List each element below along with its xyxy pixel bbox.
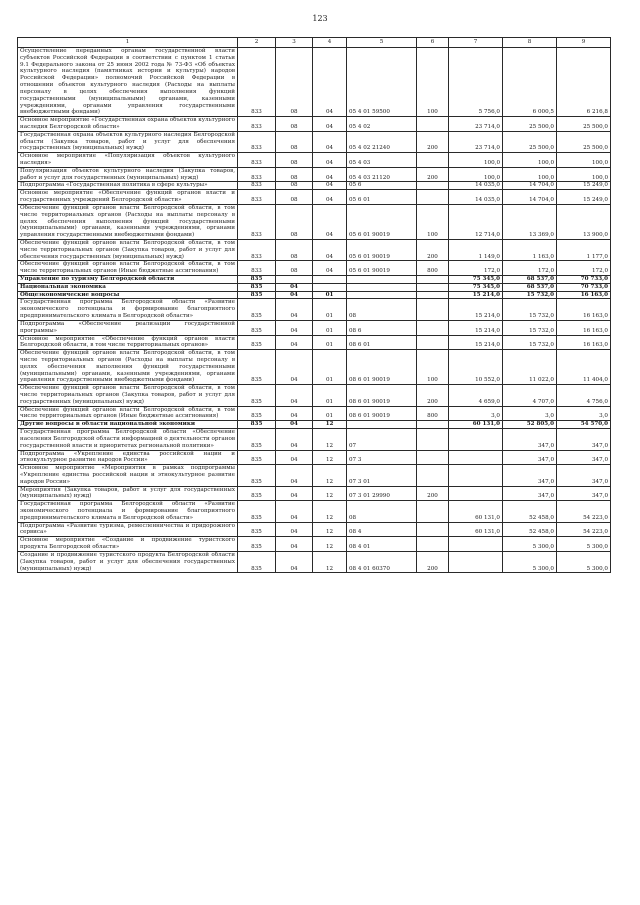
ministry-code-cell: 835 (238, 501, 276, 522)
table-row (18, 283, 611, 291)
amount-year-2-cell: 15 732,0 (503, 291, 557, 299)
table-row (18, 385, 611, 406)
amount-year-1-cell: 75 345,0 (449, 283, 503, 291)
ministry-code-cell: 833 (238, 239, 276, 260)
section-code-cell: 08 (276, 48, 313, 117)
amount-year-2-cell: 15 732,0 (503, 299, 557, 320)
column-number: 6 (417, 38, 449, 48)
subsection-code-cell: 01 (313, 385, 347, 406)
row-name-cell: Обеспечение функций органов власти Белгородской области, в том числе территориальных органов (Иные бюджетные ассигнования) (18, 406, 238, 421)
table-row (18, 537, 611, 552)
ministry-code-cell: 833 (238, 153, 276, 168)
amount-year-3-cell: 347,0 (557, 429, 611, 450)
row-name-cell: Популяризация объектов культурного наследия (Закупка товаров, работ и услуг для государственных (муниципальных) нужд) (18, 167, 238, 182)
row-name-cell: Основное мероприятие «Популяризация объектов культурного наследия» (18, 153, 238, 168)
amount-year-2-cell: 15 732,0 (503, 335, 557, 350)
amount-year-3-cell: 1 177,0 (557, 239, 611, 260)
budget-table-body (18, 48, 611, 573)
section-code-cell: 04 (276, 522, 313, 537)
ministry-code-cell: 835 (238, 385, 276, 406)
section-code-cell: 04 (276, 320, 313, 335)
ministry-code-cell: 833 (238, 131, 276, 152)
ministry-code-cell: 833 (238, 182, 276, 190)
column-number: 4 (313, 38, 347, 48)
expense-type-cell: 200 (417, 385, 449, 406)
amount-year-1-cell (449, 486, 503, 501)
target-article-cell: 08 (347, 299, 417, 320)
amount-year-2-cell: 25 500,0 (503, 117, 557, 132)
section-code-cell: 08 (276, 182, 313, 190)
amount-year-2-cell: 68 537,0 (503, 276, 557, 284)
target-article-cell: 05 4 02 21240 (347, 131, 417, 152)
subsection-code-cell: 12 (313, 551, 347, 572)
table-row (18, 153, 611, 168)
subsection-code-cell: 01 (313, 320, 347, 335)
amount-year-1-cell: 12 714,0 (449, 204, 503, 239)
expense-type-cell: 200 (417, 486, 449, 501)
table-row (18, 421, 611, 429)
amount-year-3-cell: 54 223,0 (557, 501, 611, 522)
table-row (18, 167, 611, 182)
subsection-code-cell: 12 (313, 465, 347, 486)
amount-year-3-cell: 16 163,0 (557, 299, 611, 320)
amount-year-1-cell: 14 035,0 (449, 182, 503, 190)
row-name-cell: Государственная программа Белгородской области «Обеспечение населения Белгородской области информацией о деятельности органов государственной власти и приоритетах региональной политики» (18, 429, 238, 450)
ministry-code-cell: 835 (238, 291, 276, 299)
amount-year-2-cell: 25 500,0 (503, 131, 557, 152)
amount-year-2-cell: 347,0 (503, 486, 557, 501)
expense-type-cell: 200 (417, 239, 449, 260)
amount-year-3-cell: 3,0 (557, 406, 611, 421)
ministry-code-cell: 835 (238, 450, 276, 465)
target-article-cell: 08 6 (347, 320, 417, 335)
section-code-cell: 04 (276, 486, 313, 501)
amount-year-2-cell: 347,0 (503, 429, 557, 450)
expense-type-cell (417, 291, 449, 299)
expense-type-cell (417, 283, 449, 291)
ministry-code-cell: 835 (238, 421, 276, 429)
section-code-cell (276, 276, 313, 284)
section-code-cell: 08 (276, 153, 313, 168)
table-row (18, 429, 611, 450)
section-code-cell: 04 (276, 551, 313, 572)
amount-year-2-cell: 14 704,0 (503, 190, 557, 205)
section-code-cell: 08 (276, 131, 313, 152)
amount-year-1-cell (449, 429, 503, 450)
subsection-code-cell: 04 (313, 131, 347, 152)
subsection-code-cell: 01 (313, 299, 347, 320)
table-row (18, 320, 611, 335)
subsection-code-cell: 12 (313, 522, 347, 537)
amount-year-3-cell: 347,0 (557, 486, 611, 501)
row-name-cell: Обеспечение функций органов власти Белгородской области, в том числе территориальных органов (Иные бюджетные ассигнования) (18, 261, 238, 276)
ministry-code-cell: 835 (238, 276, 276, 284)
amount-year-3-cell: 54 223,0 (557, 522, 611, 537)
ministry-code-cell: 833 (238, 204, 276, 239)
amount-year-3-cell: 16 163,0 (557, 291, 611, 299)
target-article-cell: 08 6 01 (347, 335, 417, 350)
row-name-cell: Создание и продвижение туристского продукта Белгородской области (Закупка товаров, работ и услуг для обеспечения государственных (муниципальных) нужд) (18, 551, 238, 572)
table-row (18, 117, 611, 132)
amount-year-2-cell: 15 732,0 (503, 320, 557, 335)
ministry-code-cell: 835 (238, 551, 276, 572)
expense-type-cell (417, 421, 449, 429)
table-row (18, 131, 611, 152)
ministry-code-cell: 835 (238, 406, 276, 421)
row-name-cell: Подпрограмма «Развитие туризма, ремесленничества и придорожного сервиса» (18, 522, 238, 537)
expense-type-cell (417, 182, 449, 190)
section-code-cell: 04 (276, 429, 313, 450)
target-article-cell: 08 4 01 60370 (347, 551, 417, 572)
amount-year-2-cell: 5 300,0 (503, 537, 557, 552)
amount-year-2-cell: 52 458,0 (503, 501, 557, 522)
row-name-cell: Основное мероприятие «Государственная охрана объектов культурного наследия Белгородской области» (18, 117, 238, 132)
amount-year-1-cell: 75 345,0 (449, 276, 503, 284)
subsection-code-cell: 04 (313, 204, 347, 239)
subsection-code-cell: 12 (313, 450, 347, 465)
amount-year-3-cell: 16 163,0 (557, 335, 611, 350)
subsection-code-cell: 12 (313, 421, 347, 429)
ministry-code-cell: 833 (238, 117, 276, 132)
subsection-code-cell: 12 (313, 429, 347, 450)
expense-type-cell (417, 276, 449, 284)
ministry-code-cell: 833 (238, 261, 276, 276)
table-row (18, 239, 611, 260)
amount-year-1-cell: 60 131,0 (449, 522, 503, 537)
ministry-code-cell: 835 (238, 465, 276, 486)
row-name-cell: Подпрограмма «Государственная политика в сфере культуры» (18, 182, 238, 190)
table-row (18, 276, 611, 284)
section-code-cell: 08 (276, 190, 313, 205)
amount-year-2-cell: 6 000,5 (503, 48, 557, 117)
target-article-cell: 08 4 01 (347, 537, 417, 552)
ministry-code-cell: 833 (238, 48, 276, 117)
amount-year-1-cell: 60 131,0 (449, 501, 503, 522)
column-number: 5 (347, 38, 417, 48)
column-number-header-row (18, 38, 611, 48)
row-name-cell: Обеспечение функций органов власти Белгородской области, в том числе территориальных органов (Закупка товаров, работ и услуг для обеспечения государственных (муниципальных) нужд) (18, 239, 238, 260)
target-article-cell (347, 283, 417, 291)
subsection-code-cell: 12 (313, 486, 347, 501)
section-code-cell: 04 (276, 537, 313, 552)
row-name-cell: Национальная экономика (18, 283, 238, 291)
section-code-cell: 04 (276, 501, 313, 522)
amount-year-1-cell: 23 714,0 (449, 117, 503, 132)
row-name-cell: Государственная программа Белгородской области «Развитие экономического потенциала и формирование благоприятного предпринимательского климата в Белгородской области» (18, 299, 238, 320)
amount-year-1-cell (449, 537, 503, 552)
section-code-cell: 04 (276, 335, 313, 350)
section-code-cell: 04 (276, 421, 313, 429)
column-number: 7 (449, 38, 503, 48)
row-name-cell: Управление по туризму Белгородской области (18, 276, 238, 284)
amount-year-3-cell: 25 500,0 (557, 117, 611, 132)
expense-type-cell (417, 522, 449, 537)
target-article-cell: 05 6 (347, 182, 417, 190)
amount-year-2-cell: 14 704,0 (503, 182, 557, 190)
subsection-code-cell: 12 (313, 537, 347, 552)
table-row (18, 551, 611, 572)
expense-type-cell: 100 (417, 48, 449, 117)
section-code-cell: 04 (276, 465, 313, 486)
ministry-code-cell: 835 (238, 350, 276, 385)
amount-year-1-cell: 15 214,0 (449, 335, 503, 350)
table-row (18, 350, 611, 385)
expense-type-cell (417, 153, 449, 168)
amount-year-1-cell: 100,0 (449, 167, 503, 182)
row-name-cell: Обеспечение функций органов власти Белгородской области, в том числе территориальных органов (Расходы на выплаты персоналу в целях обеспечения выполнения функций государственными (муниципальными) органами, казенными учреждениями, органами управления государственными внебюджетными фондами) (18, 204, 238, 239)
target-article-cell: 05 4 03 21120 (347, 167, 417, 182)
subsection-code-cell (313, 276, 347, 284)
table-row (18, 406, 611, 421)
ministry-code-cell: 833 (238, 167, 276, 182)
amount-year-3-cell: 347,0 (557, 465, 611, 486)
subsection-code-cell: 01 (313, 350, 347, 385)
target-article-cell: 07 3 01 (347, 465, 417, 486)
amount-year-3-cell: 5 300,0 (557, 551, 611, 572)
table-row (18, 501, 611, 522)
section-code-cell: 04 (276, 291, 313, 299)
amount-year-1-cell: 4 659,0 (449, 385, 503, 406)
target-article-cell (347, 291, 417, 299)
amount-year-2-cell: 347,0 (503, 465, 557, 486)
section-code-cell: 04 (276, 350, 313, 385)
column-number: 9 (557, 38, 611, 48)
amount-year-1-cell: 15 214,0 (449, 291, 503, 299)
subsection-code-cell: 12 (313, 501, 347, 522)
amount-year-1-cell: 14 035,0 (449, 190, 503, 205)
amount-year-2-cell: 3,0 (503, 406, 557, 421)
subsection-code-cell: 04 (313, 182, 347, 190)
table-row (18, 204, 611, 239)
expense-type-cell: 100 (417, 350, 449, 385)
amount-year-1-cell: 172,0 (449, 261, 503, 276)
row-name-cell: Обеспечение функций органов власти Белгородской области, в том числе территориальных органов (Расходы на выплаты персоналу в целях обеспечения выполнения функций государственными (муниципальными) органами, казенными учреждениями, органами управления государственными внебюджетными фондами) (18, 350, 238, 385)
table-row (18, 465, 611, 486)
amount-year-3-cell: 25 500,0 (557, 131, 611, 152)
section-code-cell: 04 (276, 283, 313, 291)
target-article-cell: 08 4 (347, 522, 417, 537)
table-row (18, 291, 611, 299)
target-article-cell: 07 (347, 429, 417, 450)
amount-year-3-cell: 70 733,0 (557, 283, 611, 291)
amount-year-1-cell: 100,0 (449, 153, 503, 168)
target-article-cell: 08 (347, 501, 417, 522)
table-row (18, 450, 611, 465)
table-row (18, 182, 611, 190)
table-row (18, 335, 611, 350)
row-name-cell: Мероприятия (Закупка товаров, работ и услуг для государственных (муниципальных) нужд) (18, 486, 238, 501)
expense-type-cell (417, 465, 449, 486)
column-number: 2 (238, 38, 276, 48)
section-code-cell: 04 (276, 406, 313, 421)
amount-year-2-cell: 5 300,0 (503, 551, 557, 572)
target-article-cell: 05 6 01 (347, 190, 417, 205)
ministry-code-cell: 835 (238, 522, 276, 537)
expense-type-cell (417, 450, 449, 465)
subsection-code-cell: 01 (313, 335, 347, 350)
target-article-cell: 05 4 02 (347, 117, 417, 132)
expense-type-cell (417, 190, 449, 205)
expense-type-cell (417, 299, 449, 320)
ministry-code-cell: 835 (238, 283, 276, 291)
amount-year-1-cell (449, 450, 503, 465)
row-name-cell: Подпрограмма «Обеспечение реализации государственной программы» (18, 320, 238, 335)
section-code-cell: 08 (276, 239, 313, 260)
table-row (18, 522, 611, 537)
subsection-code-cell: 04 (313, 117, 347, 132)
budget-table (17, 37, 611, 573)
row-name-cell: Основное мероприятие «Создание и продвижение туристского продукта Белгородской области» (18, 537, 238, 552)
target-article-cell: 08 6 01 90019 (347, 406, 417, 421)
section-code-cell: 04 (276, 450, 313, 465)
expense-type-cell (417, 335, 449, 350)
section-code-cell: 04 (276, 385, 313, 406)
expense-type-cell: 200 (417, 131, 449, 152)
target-article-cell: 07 3 01 29990 (347, 486, 417, 501)
row-name-cell: Государственная охрана объектов культурного наследия Белгородской области (Закупка товаров, работ и услуг для обеспечения государственных (муниципальных) нужд) (18, 131, 238, 152)
target-article-cell: 05 4 03 (347, 153, 417, 168)
expense-type-cell (417, 117, 449, 132)
amount-year-2-cell: 1 163,0 (503, 239, 557, 260)
section-code-cell: 08 (276, 204, 313, 239)
row-name-cell: Основное мероприятие «Мероприятия в рамках подпрограммы «Укрепление единства российской нации и этнокультурное развитие народов России» (18, 465, 238, 486)
target-article-cell: 05 6 01 90019 (347, 261, 417, 276)
column-number: 1 (18, 38, 238, 48)
amount-year-1-cell: 23 714,0 (449, 131, 503, 152)
amount-year-3-cell: 347,0 (557, 450, 611, 465)
amount-year-2-cell: 13 369,0 (503, 204, 557, 239)
subsection-code-cell: 04 (313, 239, 347, 260)
amount-year-3-cell: 4 756,0 (557, 385, 611, 406)
ministry-code-cell: 835 (238, 486, 276, 501)
expense-type-cell (417, 320, 449, 335)
amount-year-3-cell: 15 249,0 (557, 182, 611, 190)
row-name-cell: Государственная программа Белгородской области «Развитие экономического потенциала и формирование благоприятного предпринимательского климата в Белгородской области» (18, 501, 238, 522)
table-row (18, 299, 611, 320)
expense-type-cell: 200 (417, 167, 449, 182)
table-row (18, 261, 611, 276)
expense-type-cell (417, 429, 449, 450)
row-name-cell: Другие вопросы в области национальной экономики (18, 421, 238, 429)
subsection-code-cell: 04 (313, 153, 347, 168)
target-article-cell: 08 6 01 90019 (347, 350, 417, 385)
row-name-cell: Обеспечение функций органов власти Белгородской области, в том числе территориальных органов (Закупка товаров, работ и услуг для государственных (муниципальных) нужд) (18, 385, 238, 406)
ministry-code-cell: 833 (238, 190, 276, 205)
table-row (18, 486, 611, 501)
amount-year-2-cell: 100,0 (503, 153, 557, 168)
amount-year-1-cell (449, 465, 503, 486)
expense-type-cell: 800 (417, 261, 449, 276)
expense-type-cell (417, 501, 449, 522)
amount-year-2-cell: 52 805,0 (503, 421, 557, 429)
amount-year-3-cell: 70 733,0 (557, 276, 611, 284)
subsection-code-cell (313, 283, 347, 291)
subsection-code-cell: 04 (313, 48, 347, 117)
subsection-code-cell: 01 (313, 406, 347, 421)
amount-year-3-cell: 16 163,0 (557, 320, 611, 335)
amount-year-2-cell: 68 537,0 (503, 283, 557, 291)
expense-type-cell: 800 (417, 406, 449, 421)
section-code-cell: 08 (276, 117, 313, 132)
amount-year-1-cell: 5 756,0 (449, 48, 503, 117)
target-article-cell: 08 6 01 90019 (347, 385, 417, 406)
amount-year-1-cell: 15 214,0 (449, 299, 503, 320)
amount-year-2-cell: 347,0 (503, 450, 557, 465)
ministry-code-cell: 835 (238, 320, 276, 335)
row-name-cell: Основное мероприятие «Обеспечение функций органов власти и государственных учреждений Белгородской области» (18, 190, 238, 205)
amount-year-3-cell: 15 249,0 (557, 190, 611, 205)
amount-year-3-cell: 6 216,8 (557, 48, 611, 117)
ministry-code-cell: 835 (238, 335, 276, 350)
amount-year-1-cell: 10 552,0 (449, 350, 503, 385)
column-number: 3 (276, 38, 313, 48)
amount-year-1-cell: 15 214,0 (449, 320, 503, 335)
amount-year-2-cell: 100,0 (503, 167, 557, 182)
amount-year-3-cell: 100,0 (557, 167, 611, 182)
section-code-cell: 08 (276, 167, 313, 182)
subsection-code-cell: 04 (313, 261, 347, 276)
row-name-cell: Осуществление переданных органам государственной власти субъектов Российской Федерации в соответствии с пунктом 1 статьи 9.1 Федерального закона от 25 июня 2002 года № 73-ФЗ «Об объектах культурного наследия (памятниках истории и культуры) народов Российской Федерации» полномочий Российской Федерации в отношении объектов культурного наследия (Расходы на выплаты персоналу в целях обеспечения выполнения функций государственными (муниципальными) органами, казенными учреждениями, органами управления государственными внебюджетными фондами) (18, 48, 238, 117)
amount-year-3-cell: 5 300,0 (557, 537, 611, 552)
page-number: 123 (312, 14, 328, 23)
amount-year-3-cell: 13 900,0 (557, 204, 611, 239)
target-article-cell: 05 6 01 90019 (347, 239, 417, 260)
target-article-cell (347, 276, 417, 284)
target-article-cell: 05 4 01 59500 (347, 48, 417, 117)
subsection-code-cell: 01 (313, 291, 347, 299)
amount-year-2-cell: 4 707,0 (503, 385, 557, 406)
amount-year-2-cell: 11 022,0 (503, 350, 557, 385)
row-name-cell: Основное мероприятие «Обеспечение функций органов власти Белгородской области, в том числе территориальных органов» (18, 335, 238, 350)
section-code-cell: 08 (276, 261, 313, 276)
expense-type-cell: 200 (417, 551, 449, 572)
table-row (18, 190, 611, 205)
amount-year-1-cell: 1 149,0 (449, 239, 503, 260)
column-number: 8 (503, 38, 557, 48)
amount-year-3-cell: 172,0 (557, 261, 611, 276)
section-code-cell: 04 (276, 299, 313, 320)
expense-type-cell: 100 (417, 204, 449, 239)
amount-year-1-cell (449, 551, 503, 572)
amount-year-2-cell: 172,0 (503, 261, 557, 276)
amount-year-3-cell: 54 570,0 (557, 421, 611, 429)
amount-year-2-cell: 52 458,0 (503, 522, 557, 537)
ministry-code-cell: 835 (238, 537, 276, 552)
expense-type-cell (417, 537, 449, 552)
amount-year-3-cell: 100,0 (557, 153, 611, 168)
ministry-code-cell: 835 (238, 299, 276, 320)
table-row (18, 48, 611, 117)
amount-year-1-cell: 60 131,0 (449, 421, 503, 429)
row-name-cell: Подпрограмма «Укрепление единства российской нации и этнокультурное развитие народов России» (18, 450, 238, 465)
amount-year-3-cell: 11 404,0 (557, 350, 611, 385)
amount-year-1-cell: 3,0 (449, 406, 503, 421)
ministry-code-cell: 835 (238, 429, 276, 450)
target-article-cell: 07 3 (347, 450, 417, 465)
subsection-code-cell: 04 (313, 167, 347, 182)
target-article-cell: 05 6 01 90019 (347, 204, 417, 239)
target-article-cell (347, 421, 417, 429)
subsection-code-cell: 04 (313, 190, 347, 205)
row-name-cell: Общеэкономические вопросы (18, 291, 238, 299)
